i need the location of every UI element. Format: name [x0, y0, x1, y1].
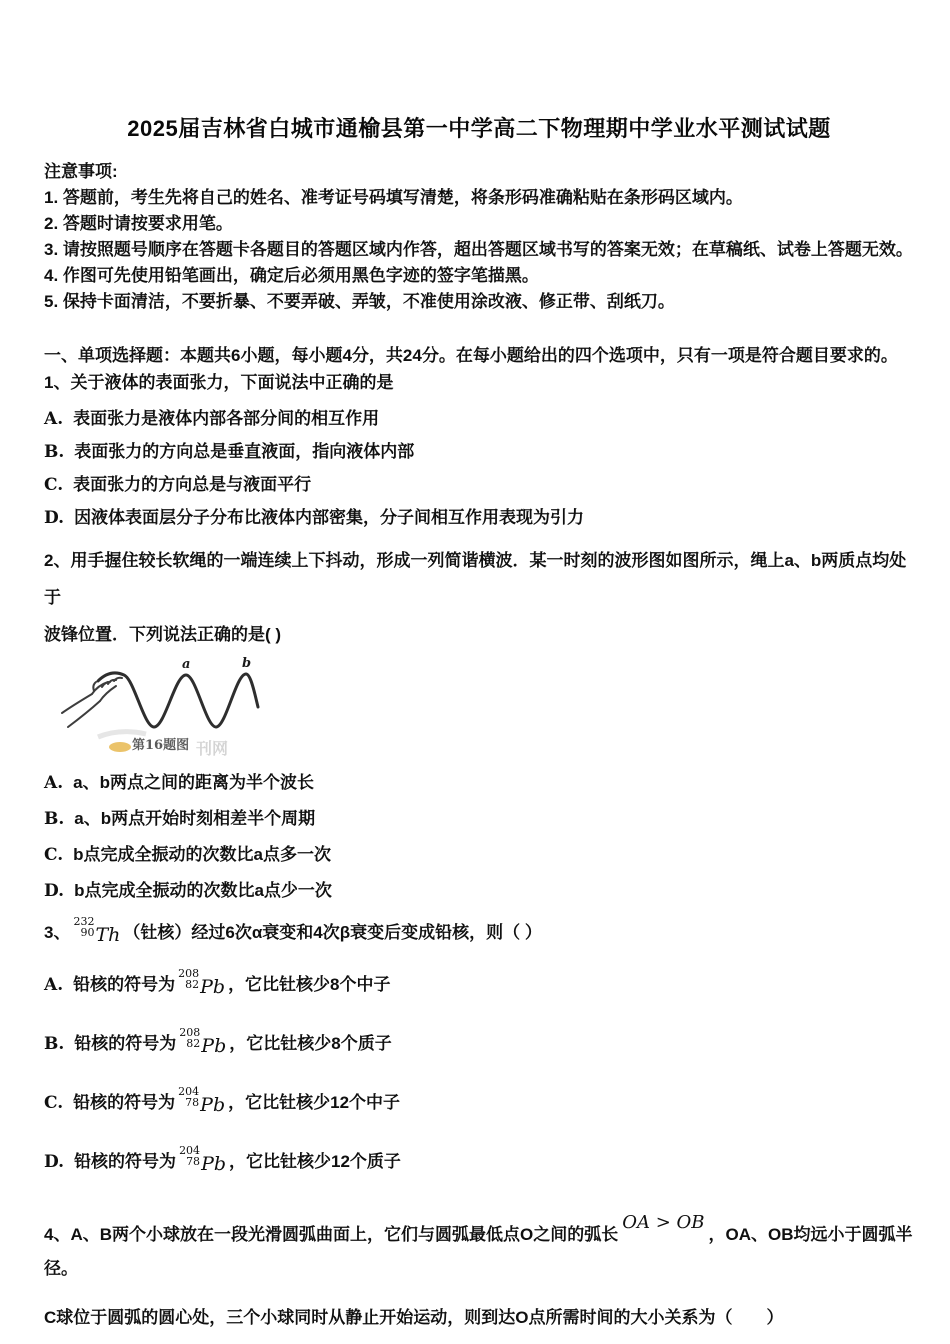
- question-1-options: [44, 410, 914, 527]
- option-text: a、b两点之间的距离为半个波长: [73, 773, 314, 792]
- page-title: 2025届吉林省白城市通榆县第一中学高二下物理期中学业水平测试试题: [127, 116, 831, 141]
- option-letter: C.: [44, 1093, 64, 1113]
- notice-label: 注意事项:: [44, 162, 118, 181]
- notice-item: 5. 保持卡面清洁，不要折暴、不要弄破、弄皱，不准使用涂改液、修正带、刮纸刀。: [44, 292, 675, 311]
- option-text: b点完成全振动的次数比a点多一次: [73, 845, 331, 864]
- atomic-number: 78: [185, 1096, 200, 1109]
- option-letter: D.: [44, 881, 65, 901]
- question-3-stem-text: （钍核）经过6次α衰变和4次β衰变后变成铅核，则（ ）: [123, 923, 542, 942]
- question-2-options: [44, 774, 914, 900]
- option-text: b点完成全振动的次数比a点少一次: [74, 881, 332, 900]
- option-letter: C.: [44, 845, 64, 865]
- atomic-number: 78: [186, 1155, 201, 1168]
- figure-watermark: 刊网: [196, 739, 229, 758]
- arc-length-inequality: OA > OB: [622, 1212, 705, 1233]
- option-letter: B.: [44, 809, 65, 829]
- option-row: [44, 1085, 914, 1118]
- mass-number: 204: [178, 1085, 200, 1098]
- element-symbol: Pb: [201, 1035, 227, 1057]
- option-pre: 铅核的符号为: [73, 1093, 176, 1112]
- notice-item: 2. 答题时请按要求用笔。: [44, 214, 233, 233]
- option-letter: C.: [44, 475, 64, 495]
- element-symbol: Pb: [200, 1094, 226, 1116]
- notice-item: 4. 作图可先使用铅笔画出，确定后必须用黑色字迹的签字笔描黑。: [44, 266, 539, 285]
- question-2: [44, 542, 914, 900]
- option-letter: A.: [44, 409, 64, 429]
- section-heading: 一、单项选择题：本题共6小题，每小题4分，共24分。在每小题给出的四个选项中，只有一项是符合题目要求的。: [44, 346, 898, 365]
- question-3-stem: [44, 915, 914, 948]
- wave-diagram: [58, 657, 272, 763]
- option-letter: A.: [44, 975, 64, 995]
- figure-caption: 第16题图: [132, 738, 190, 753]
- notice-section: [44, 159, 914, 315]
- wave-figure: [58, 657, 278, 768]
- option-row: [44, 1144, 914, 1177]
- question-2-stem-line1: 2、用手握住较长软绳的一端连续上下抖动，形成一列简谐横波．某一时刻的波形图如图所示，绳上a、b两质点均处于: [44, 551, 907, 607]
- atomic-number: 82: [185, 978, 200, 991]
- option-row: [44, 846, 914, 864]
- question-1: [44, 369, 914, 527]
- question-4-line1: [44, 1206, 914, 1286]
- mass-number: 208: [179, 1026, 201, 1039]
- mass-number: 232: [73, 915, 95, 928]
- option-row: [44, 443, 914, 461]
- option-post: ，它比钍核少8个中子: [228, 975, 391, 994]
- option-row: [44, 774, 914, 792]
- option-post: ，它比钍核少12个质子: [229, 1152, 401, 1171]
- option-row: [44, 967, 914, 1000]
- option-pre: 铅核的符号为: [74, 1152, 177, 1171]
- option-post: ，它比钍核少12个中子: [228, 1093, 401, 1112]
- option-text: 表面张力的方向总是与液面平行: [73, 475, 312, 494]
- option-row: [44, 1026, 914, 1059]
- atomic-number: 90: [80, 926, 95, 939]
- nuclide-th: [73, 915, 121, 946]
- option-letter: A.: [44, 773, 64, 793]
- option-text: a、b两点开始时刻相差半个周期: [74, 809, 316, 828]
- nuclide-pb: [179, 1144, 227, 1175]
- nuclide-pb: [178, 967, 226, 998]
- element-symbol: Pb: [200, 976, 226, 998]
- element-symbol: Pb: [201, 1153, 227, 1175]
- question-4-line2: C球位于圆弧的圆心处，三个小球同时从静止开始运动，则到达O点所需时间的大小关系为（ ）: [44, 1308, 784, 1327]
- wave-point-a-label: a: [182, 657, 191, 672]
- question-4-text-post: ，OA、OB均远小于圆弧半径。: [44, 1225, 913, 1278]
- question-number: 3、: [44, 923, 71, 942]
- option-row: [44, 410, 914, 428]
- option-text: 表面张力的方向总是垂直液面，指向液体内部: [74, 442, 415, 461]
- option-pre: 铅核的符号为: [73, 975, 176, 994]
- option-text: 表面张力是液体内部各部分间的相互作用: [73, 409, 380, 428]
- notice-item: 3. 请按照题号顺序在答题卡各题目的答题区域内作答，超出答题区域书写的答案无效；在草稿纸、试卷上答题无效。: [44, 240, 913, 259]
- element-symbol: Th: [95, 924, 121, 946]
- nuclide-pb: [178, 1085, 226, 1116]
- question-1-stem: 1、关于液体的表面张力，下面说法中正确的是: [44, 373, 394, 392]
- option-letter: D.: [44, 508, 65, 528]
- question-3: [44, 915, 914, 1177]
- option-pre: 铅核的符号为: [74, 1034, 177, 1053]
- nuclide-pb: [179, 1026, 227, 1057]
- option-row: [44, 509, 914, 527]
- option-row: [44, 810, 914, 828]
- question-2-stem-line2: 波锋位置．下列说法正确的是( ): [44, 625, 282, 644]
- watermark-swoosh: [98, 732, 146, 737]
- option-letter: B.: [44, 1034, 65, 1054]
- mass-number: 208: [178, 967, 200, 980]
- option-row: [44, 882, 914, 900]
- atomic-number: 82: [186, 1037, 201, 1050]
- question-2-stem: [44, 542, 914, 653]
- option-post: ，它比钍核少8个质子: [229, 1034, 392, 1053]
- mass-number: 204: [179, 1144, 201, 1157]
- notice-item: 1. 答题前，考生先将自己的姓名、准考证号码填写清楚，将条形码准确粘贴在条形码区域内。: [44, 188, 743, 207]
- question-4-text-pre: 4、A、B两个小球放在一段光滑圆弧曲面上，它们与圆弧最低点O之间的弧长: [44, 1225, 619, 1244]
- option-row: [44, 476, 914, 494]
- hand-sketch-icon: [62, 678, 122, 727]
- option-letter: B.: [44, 442, 65, 462]
- option-text: 因液体表面层分子分布比液体内部密集，分子间相互作用表现为引力: [74, 508, 585, 527]
- option-letter: D.: [44, 1152, 65, 1172]
- wave-point-b-label: b: [242, 657, 252, 671]
- watermark-blob: [109, 742, 131, 752]
- wave-curve: [98, 673, 258, 727]
- question-4: [44, 1206, 914, 1328]
